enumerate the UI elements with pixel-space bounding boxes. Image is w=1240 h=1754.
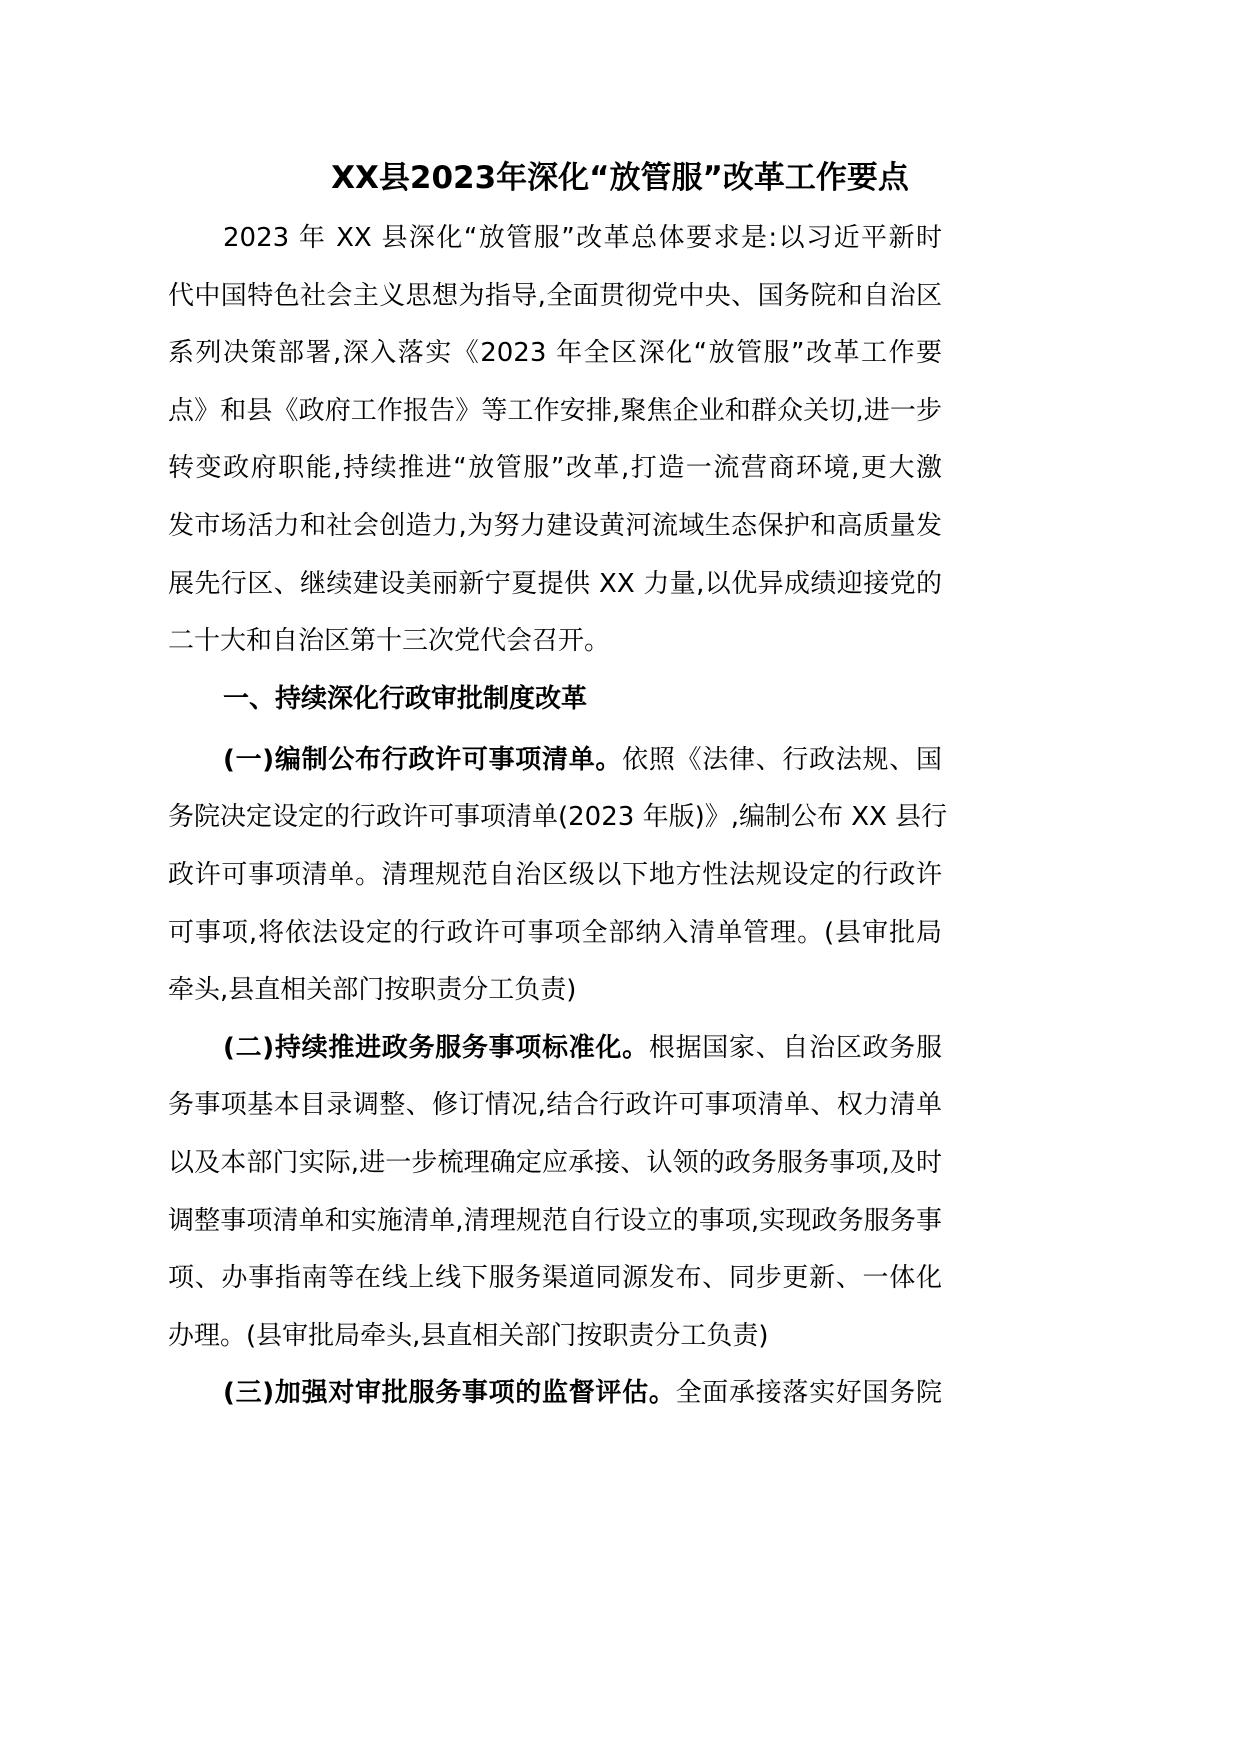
item-1-paragraph	[168, 740, 948, 1028]
item-2-line: 务事项基本目录调整、修订情况,结合行政许可事项清单、权力清单	[168, 1090, 942, 1121]
item-1-line: 牵头,县直相关部门按职责分工负责)	[168, 975, 577, 1006]
intro-line: 代中国特色社会主义思想为指导,全面贯彻党中央、国务院和自治区	[168, 280, 942, 311]
item-3-first-line	[168, 1373, 942, 1431]
intro-line: 2023 年 XX 县深化“放管服”改革总体要求是:以习近平新时	[223, 223, 942, 253]
item-3-title: (三)加强对审批服务事项的监督评估。	[223, 1378, 676, 1409]
intro-paragraph	[168, 218, 942, 679]
item-1-title: (一)编制公布行政许可事项清单。	[223, 744, 623, 775]
item-1-line: 务院决定设定的行政许可事项清单(2023 年版)》,编制公布 XX 县行	[168, 802, 948, 833]
item-2-title: (二)持续推进政务服务事项标准化。	[223, 1032, 649, 1063]
intro-line: 转变政府职能,持续推进“放管服”改革,打造一流营商环境,更大激	[168, 453, 942, 484]
item-2-line: 项、办事指南等在线上线下服务渠道同源发布、同步更新、一体化	[168, 1263, 942, 1294]
item-1-text: 依照《法律、行政法规、国	[622, 744, 942, 775]
item-2-line: 以及本部门实际,进一步梳理确定应承接、认领的政务服务事项,及时	[168, 1147, 942, 1178]
intro-line: 发市场活力和社会创造力,为努力建设黄河流域生态保护和高质量发	[168, 510, 942, 541]
intro-line: 系列决策部署,深入落实《2023 年全区深化“放管服”改革工作要	[168, 338, 942, 369]
section-heading: 一、持续深化行政审批制度改革	[223, 683, 588, 714]
intro-line: 二十大和自治区第十三次党代会召开。	[168, 626, 611, 657]
intro-line: 展先行区、继续建设美丽新宁夏提供 XX 力量,以优异成绩迎接党的	[168, 568, 942, 599]
item-2-text: 根据国家、自治区政务服	[648, 1032, 942, 1063]
item-3-paragraph	[168, 1373, 942, 1431]
item-1-line: 可事项,将依法设定的行政许可事项全部纳入清单管理。(县审批局	[168, 917, 942, 948]
document-body	[168, 218, 948, 1431]
item-2-paragraph	[168, 1028, 942, 1374]
item-1-first-line	[168, 740, 942, 798]
item-3-text: 全面承接落实好国务院	[675, 1378, 942, 1409]
item-2-line: 调整事项清单和实施清单,清理规范自行设立的事项,实现政务服务事	[168, 1205, 942, 1236]
item-2-first-line	[168, 1028, 942, 1086]
item-1-line: 政许可事项清单。清理规范自治区级以下地方性法规设定的行政许	[168, 859, 942, 890]
intro-line: 点》和县《政府工作报告》等工作安排,聚焦企业和群众关切,进一步	[168, 395, 942, 426]
document-title: XX县2023年深化“放管服”改革工作要点	[331, 160, 909, 196]
item-2-line: 办理。(县审批局牵头,县直相关部门按职责分工负责)	[168, 1320, 769, 1351]
